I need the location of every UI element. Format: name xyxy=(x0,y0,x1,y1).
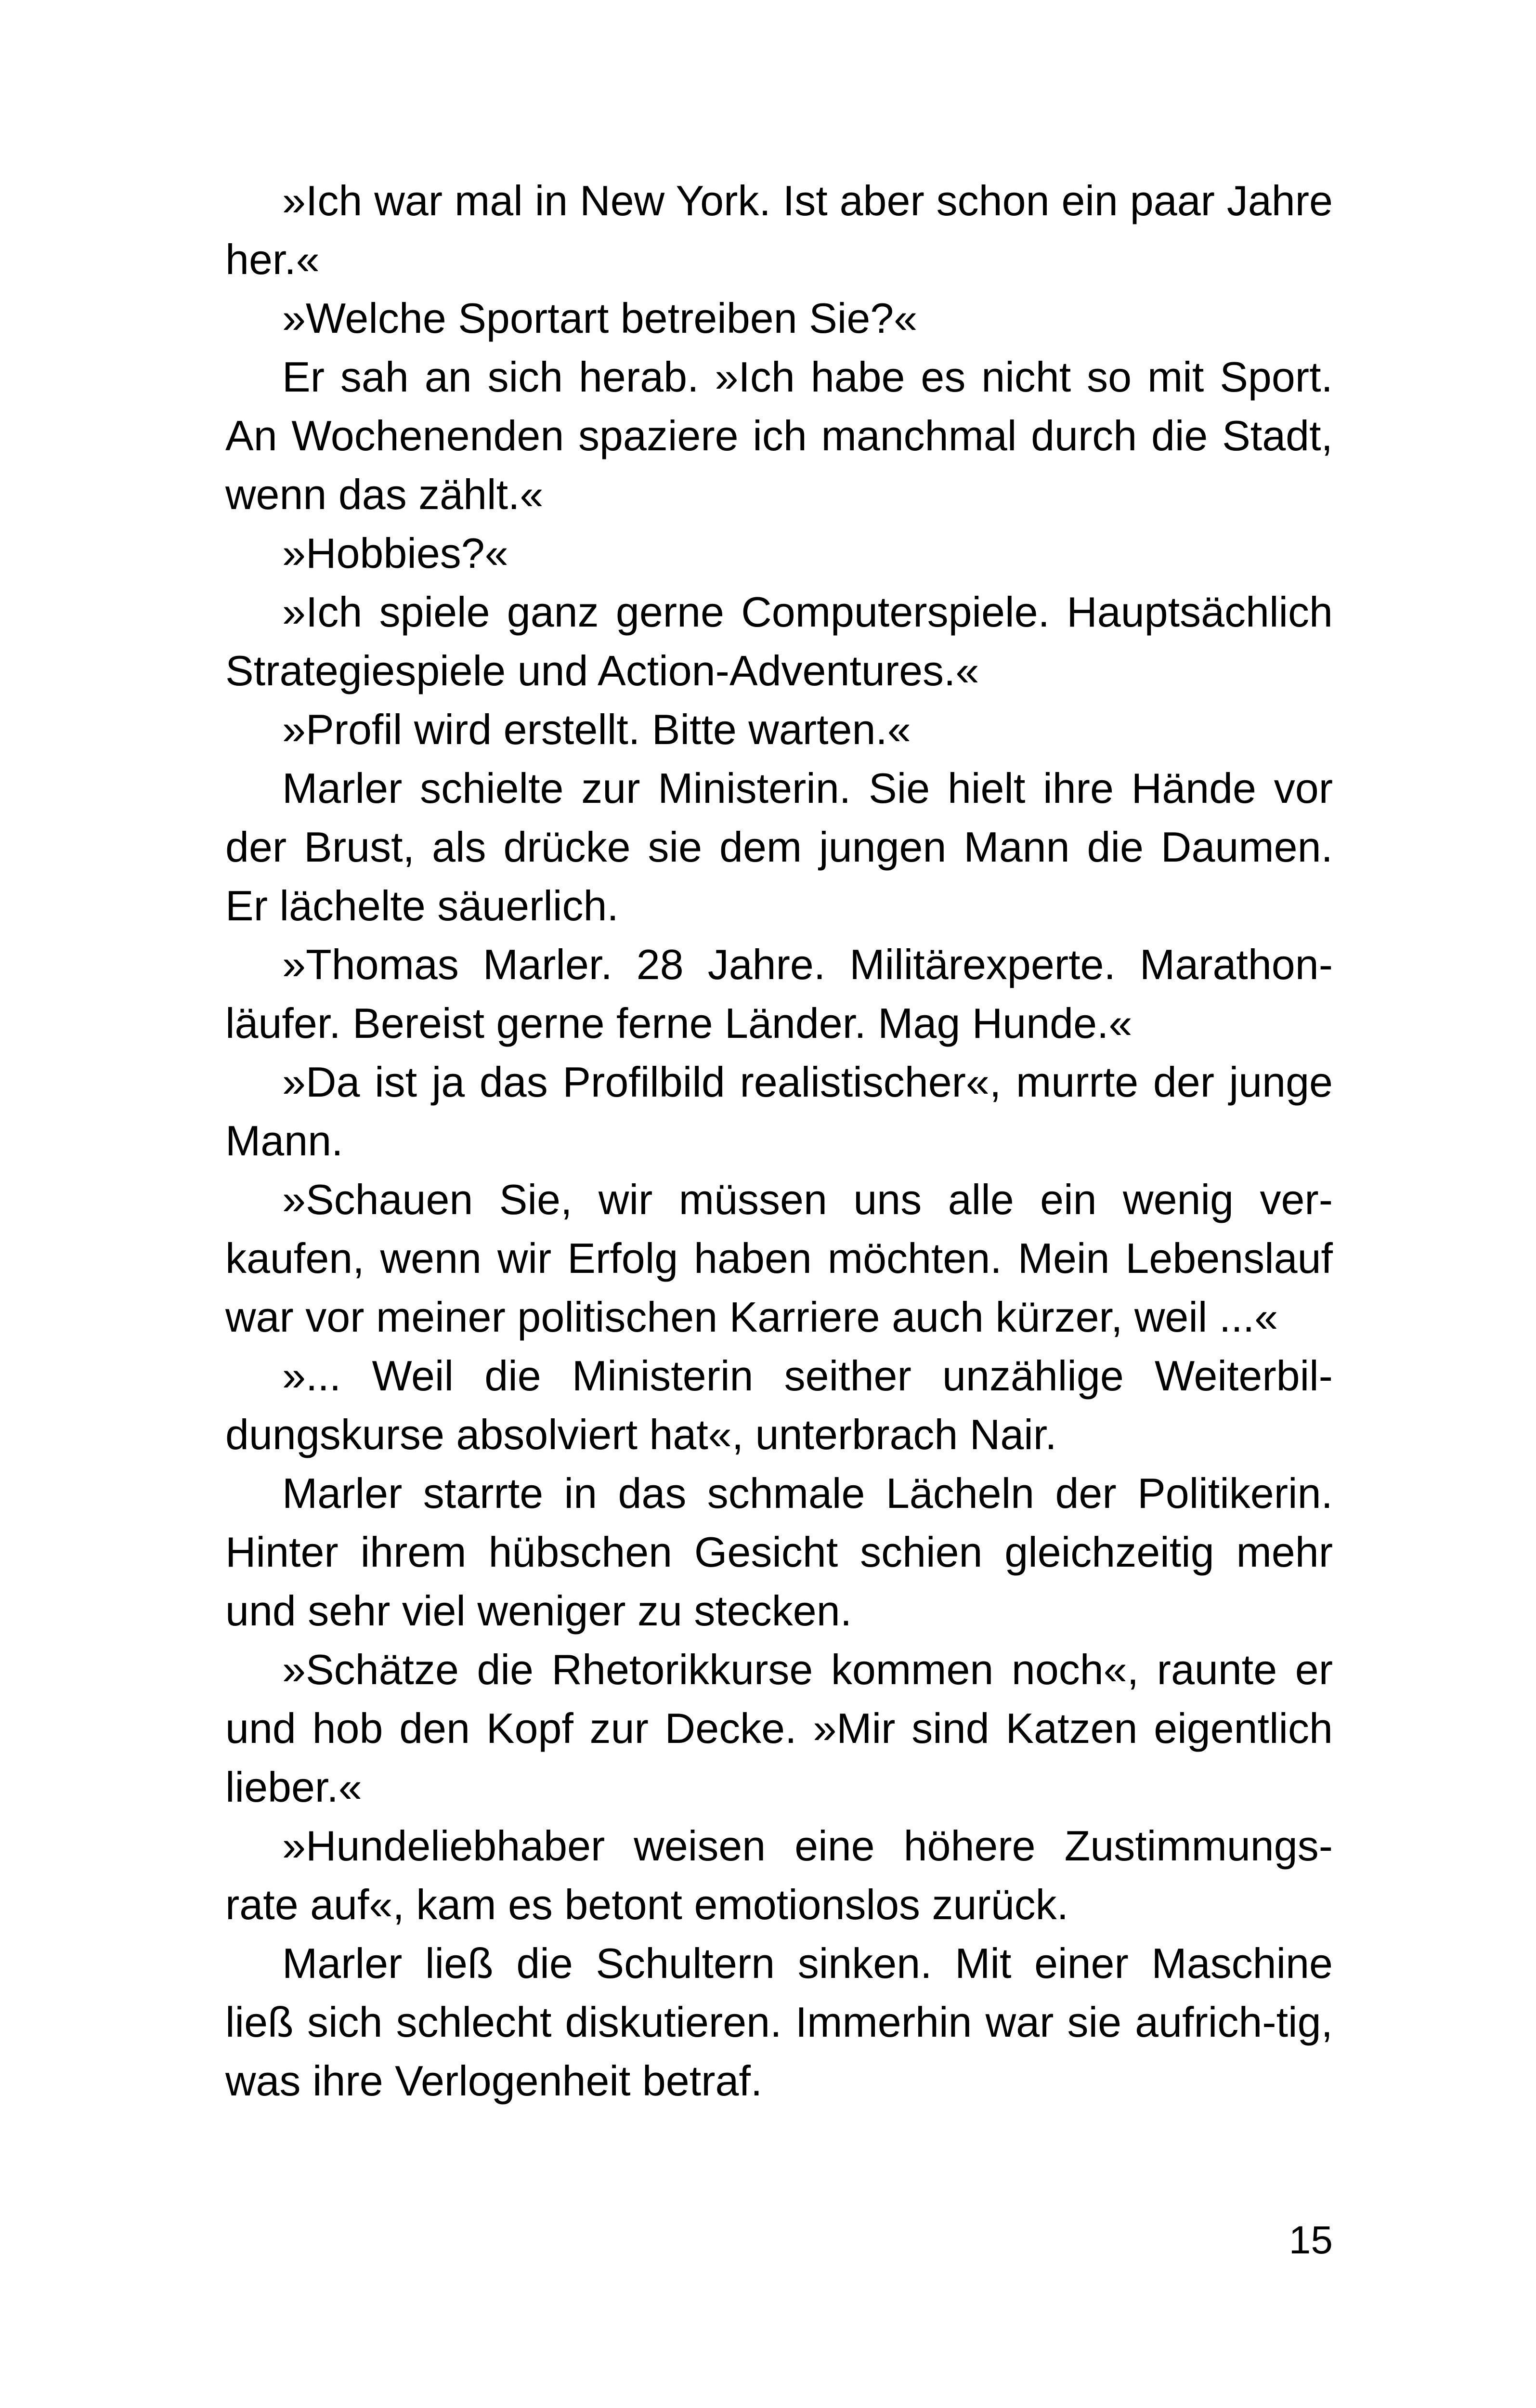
page-number: 15 xyxy=(1289,2218,1333,2262)
paragraph: »Hobbies?« xyxy=(282,529,508,577)
paragraph: »Schätze die Rhetorikkurse kommen noch«, raunte er und hob den Kopf zur Decke. »Mir sind Katzen eigentlich lieber.« xyxy=(225,1646,1333,1811)
paragraph: Er sah an sich herab. »Ich habe es nicht so mit Sport. An Wochenenden spaziere ich manchmal durch die Stadt, wenn das zählt.« xyxy=(225,353,1333,518)
paragraph: Marler ließ die Schultern sinken. Mit einer Maschine ließ sich schlecht diskutieren. Immerhin war sie aufrich-tig, was ihre Verlogenheit betraf. xyxy=(225,1939,1333,2105)
paragraph: »Hundeliebhaber weisen eine höhere Zustimmungs-rate auf«, kam es betont emotionslos zurück. xyxy=(225,1822,1333,1928)
paragraph: »Ich spiele ganz gerne Computerspiele. Hauptsächlich Strategiespiele und Action-Adventures.« xyxy=(225,588,1333,694)
paragraph: Marler schielte zur Ministerin. Sie hielt ihre Hände vor der Brust, als drücke sie dem jungen Mann die Daumen. Er lächelte säuerlich. xyxy=(225,764,1333,929)
paragraph: »Welche Sportart betreiben Sie?« xyxy=(282,294,918,342)
paragraph: »Thomas Marler. 28 Jahre. Militärexperte. Marathon-läufer. Bereist gerne ferne Länder. Mag Hunde.« xyxy=(225,941,1333,1047)
paragraph: »Schauen Sie, wir müssen uns alle ein wenig ver-kaufen, wenn wir Erfolg haben möchten. Mein Lebenslauf war vor meiner politischen Karriere auch kürzer, weil ...« xyxy=(225,1176,1333,1341)
paragraph: »Da ist ja das Profilbild realistischer«, murrte der junge Mann. xyxy=(225,1058,1333,1165)
paragraph: »... Weil die Ministerin seither unzählige Weiterbil-dungskurse absolviert hat«, unterbrach Nair. xyxy=(225,1352,1333,1458)
body-text xyxy=(225,171,1333,2110)
paragraph: »Profil wird erstellt. Bitte warten.« xyxy=(282,706,911,753)
paragraph: »Ich war mal in New York. Ist aber schon ein paar Jahre her.« xyxy=(225,177,1333,283)
paragraph: Marler starrte in das schmale Lächeln der Politikerin. Hinter ihrem hübschen Gesicht schien gleichzeitig mehr und sehr viel weniger zu stecken. xyxy=(225,1469,1333,1635)
